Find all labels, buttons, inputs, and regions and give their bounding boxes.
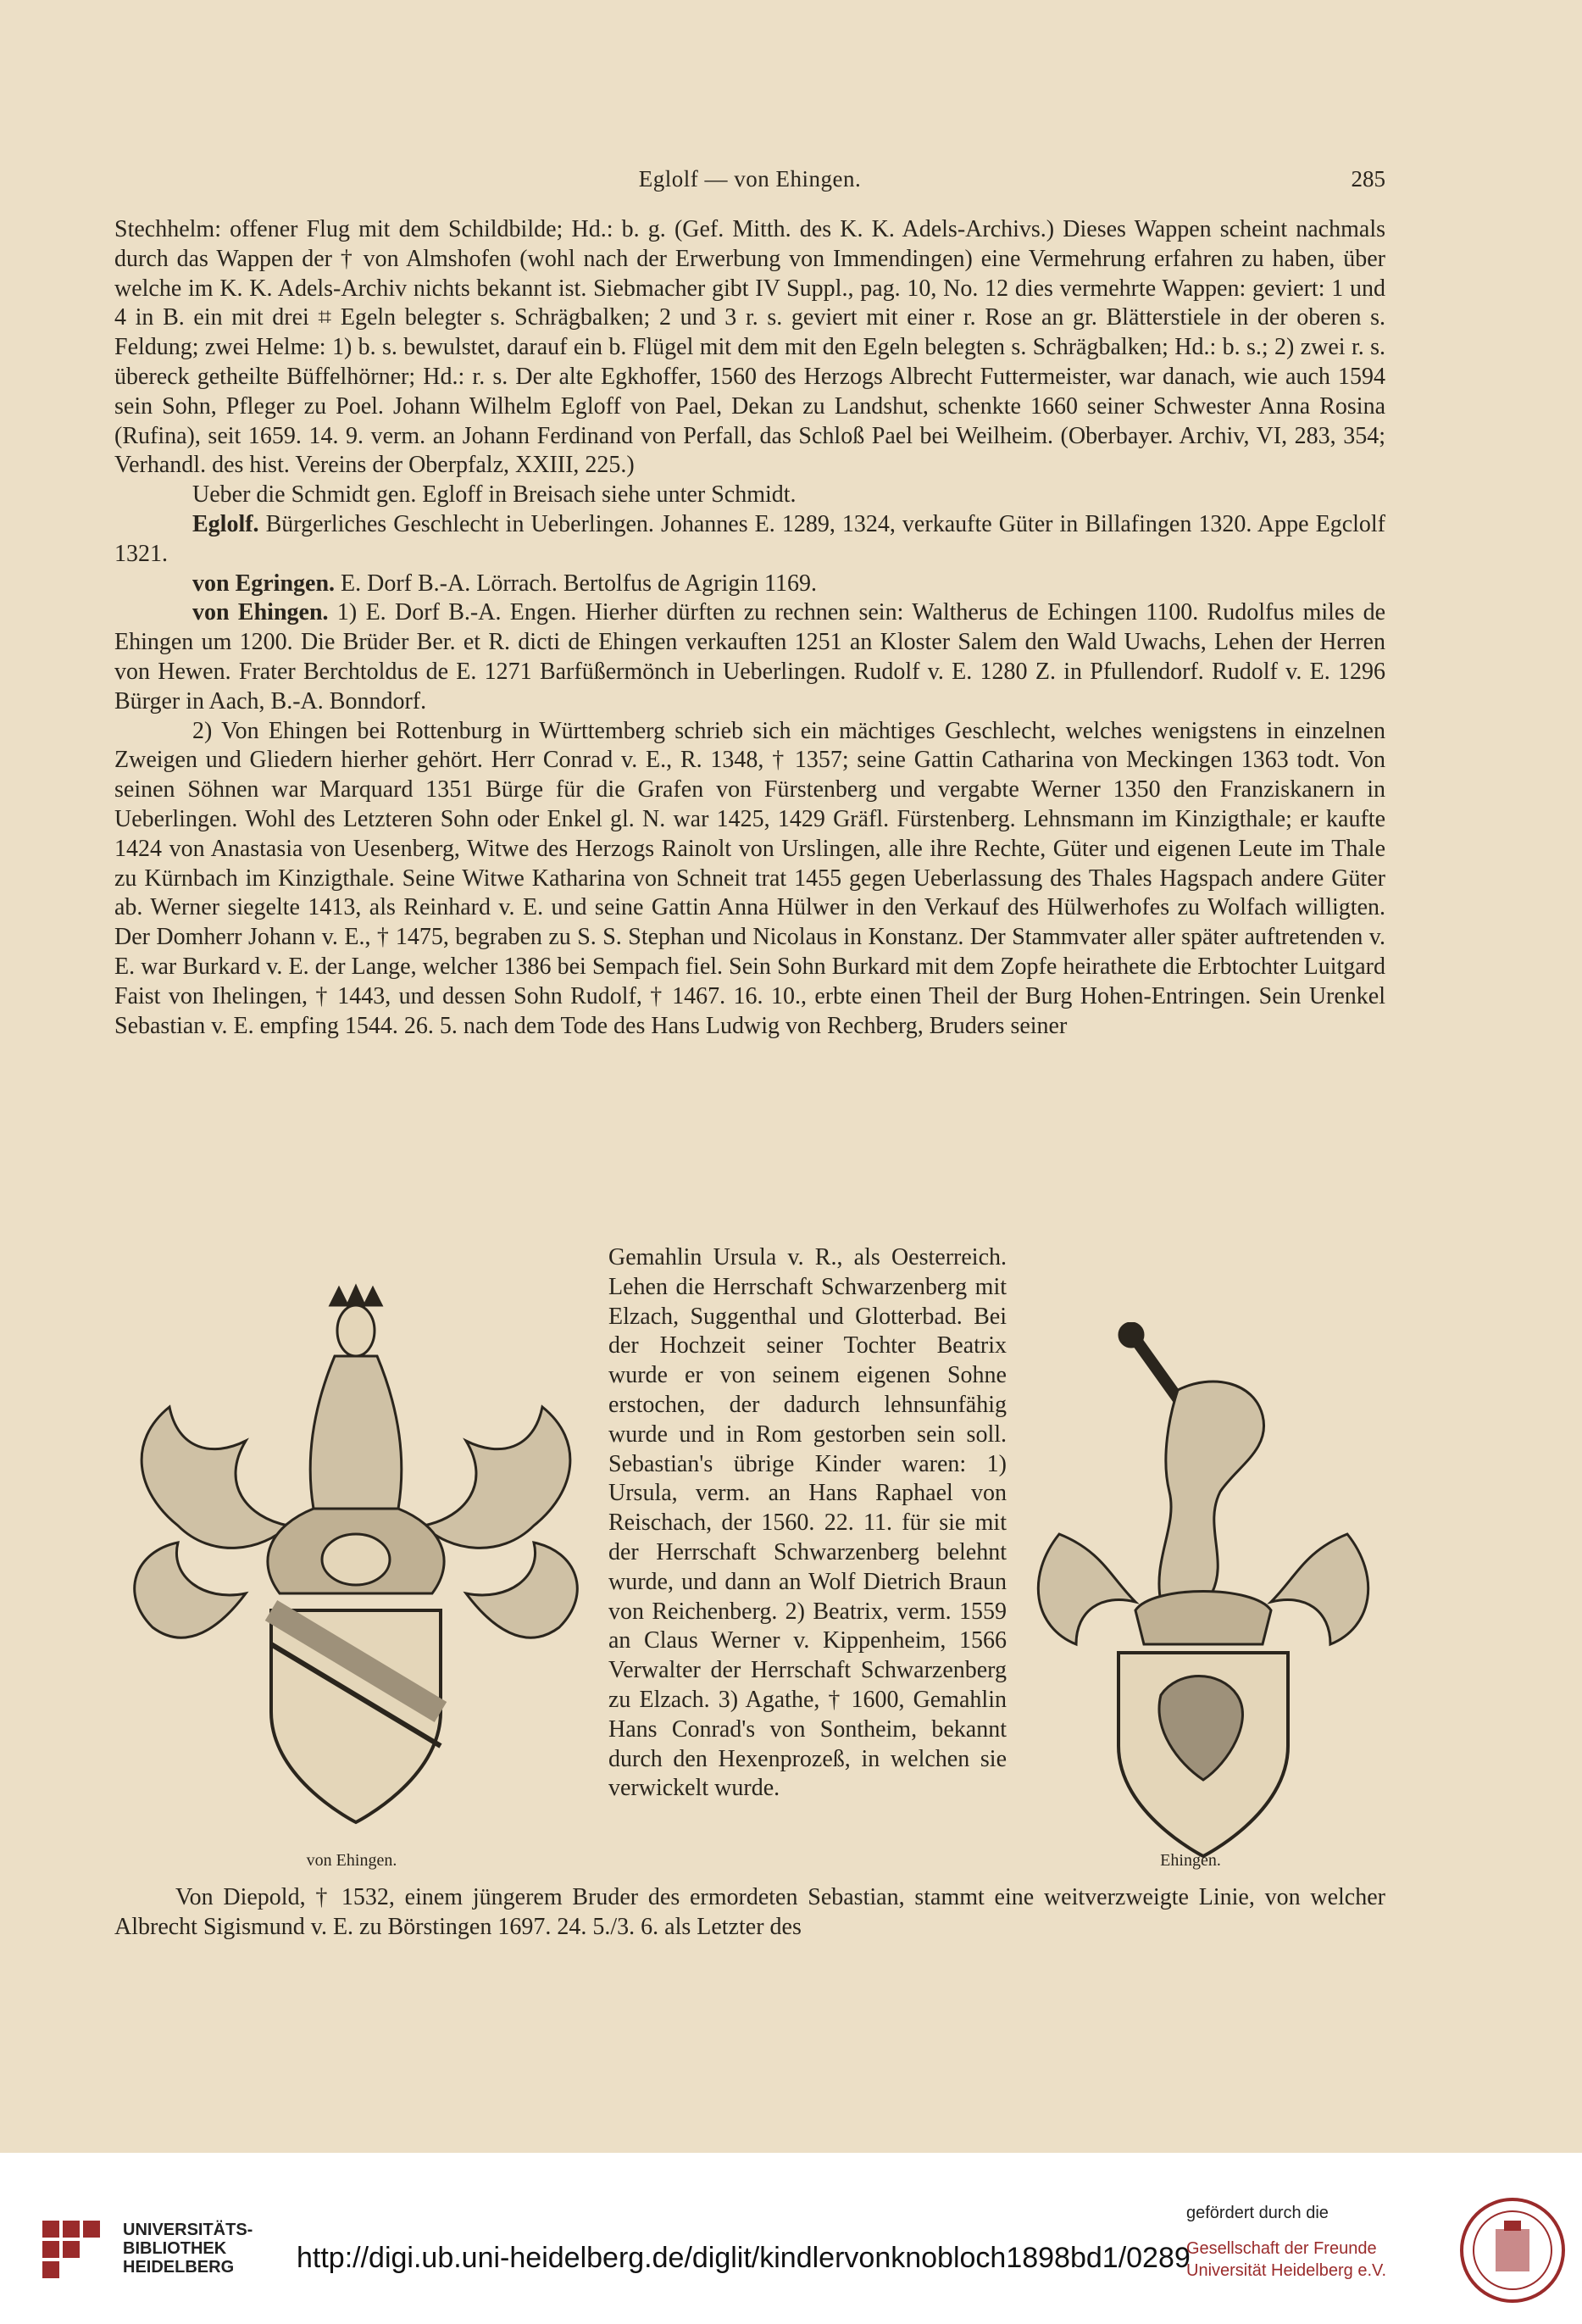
coat-of-arms-ehingen — [1008, 1322, 1398, 1865]
university-seal-icon — [1457, 2195, 1568, 2305]
entry-head: Eglolf. — [192, 510, 259, 537]
page-number: 285 — [1351, 166, 1385, 192]
digitization-footer — [0, 2153, 1582, 2324]
caption-right: Ehingen. — [1160, 1851, 1221, 1870]
entry-ehingen — [114, 598, 1385, 716]
entry-text: 1) E. Dorf B.-A. Engen. Hierher dürften zu rechnen sein: Waltherus de Echingen 1100. Rudolfus miles de Ehingen um 1200. Die Brüder Ber. et R. dicti de Ehingen verkauften 1251 an Kloster Salem den Wald Uwachs, Lehen der Herren von Hewen. Frater Berchtoldus de E. 1271 Barfüßermönch in Ueberlingen. Rudolf v. E. 1280 Z. in Pfullendorf. Rudolf v. E. 1296 Bürger in Aach, B.-A. Bonndorf. — [114, 599, 1386, 714]
library-name: UNIVERSITÄTS- BIBLIOTHEK HEIDELBERG — [123, 2221, 253, 2277]
entry-text: Bürgerliches Geschlecht in Ueberlingen. Johannes E. 1289, 1324, verkaufte Güter in Billafingen 1320. Appe Egclolf 1321. — [114, 510, 1386, 567]
entry-egringen — [114, 570, 1385, 599]
paragraph-diepold: Von Diepold, † 1532, einem jüngerem Bruder des ermordeten Sebastian, stammt eine weitverzweigte Linie, von welcher Albrecht Sigismund v. E. zu Börstingen 1697. 24. 5./3. 6. als Letzter des — [114, 1884, 1385, 1940]
entry-eglolf — [114, 510, 1385, 570]
sponsor-name: Gesellschaft der Freunde Universität Heidelberg e.V. — [1186, 2239, 1387, 2280]
entry-text: E. Dorf B.-A. Lörrach. Bertolfus de Agrigin 1169. — [341, 570, 817, 597]
entry-head: von Ehingen. — [192, 599, 329, 626]
paragraph-ehingen-2: 2) Von Ehingen bei Rottenburg in Württemberg schrieb sich ein mächtiges Geschlecht, welches wenigstens in einzelnen Zweigen und Gliedern hierher gehört. Herr Conrad v. E., R. 1348, † 1357; seine Gattin Catharina von Meckingen 1363 todt. Von seinen Söhnen war Marquard 1351 Bürge für die Grafen von Fürstenberg und vergabte Werner 1350 den Franziskanern in Ueberlingen. Wohl des Letzteren Sohn oder Enkel gl. N. war 1425, 1429 Gräfl. Fürstenberg. Lehnsmann im Kinzigthale; er kaufte 1424 von Anastasia von Uesenberg, Witwe des Herzogs Rainolt von Urslingen, alle ihre Rechte, Güter und eigenen Leute im Thale zu Kürnbach im Kinzigthale. Seine Witwe Katharina von Schneit trat 1455 gegen Ueberlassung des Thales Hagspach andere Güter ab. Werner siegelte 1413, als Reinhard v. E. und seine Gattin Anna Hülwer in den Verkauf des Hülwerhofes zu Wolfach willigten. Der Domherr Johann v. E., † 1475, begraben zu S. S. Stephan und Nicolaus in Konstanz. Der Stammvater aller später auftretenden v. E. war Burkard v. E. der Lange, welcher 1386 bei Sempach fiel. Sein Sohn Burkard mit dem Zopfe heirathete die Erbtochter Luitgard Faist von Ihelingen, † 1443, und dessen Sohn Rudolf, † 1467. 16. 10., erbte einen Theil der Burg Hohen-Entringen. Sein Urenkel Sebastian v. E. empfing 1544. 26. 5. nach dem Tode des Hans Ludwig von Rechberg, Bruders seiner — [114, 717, 1385, 1039]
main-text — [114, 215, 1385, 1041]
header-title: Eglolf — von Ehingen. — [638, 166, 862, 192]
paragraph-stechhelm: Stechhelm: offener Flug mit dem Schildbilde; Hd.: b. g. (Gef. Mitth. des K. K. Adels-Archivs.) Dieses Wappen scheint nachmals durch das Wappen der † von Almshofen (wohl nach der Erwerbung von Immendingen) eine Vermehrung erfahren zu haben, über welche im K. K. Adels-Archiv nichts bekannt ist. Siebmacher gibt IV Suppl., pag. 10, No. 12 dies vermehrte Wappen: geviert: 1 und 4 in B. ein mit drei ⌗ Egeln belegter s. Schrägbalken; 2 und 3 r. s. geviert mit einer r. Rose an gr. Blätterstiele in der oberen s. Feldung; zwei Helme: 1) b. s. bewulstet, darauf ein b. Flügel mit dem mit den Egeln belegten s. Schrägbalken; Hd.: b. s.; 2) zwei r. s. übereck getheilte Büffelhörner; Hd.: r. s. Der alte Egkhoffer, 1560 des Herzogs Albrecht Futtermeister, war danach, wie auch 1594 sein Sohn, Pfleger zu Poel. Johann Wilhelm Egloff von Pael, Dekan zu Landshut, schenkte 1660 seiner Schwester Anna Rosina (Rufina), seit 1659. 14. 9. verm. an Johann Ferdinand von Perfall, das Schloß Pael bei Weilheim. (Oberbayer. Archiv, VI, 283, 354; Verhandl. des hist. Vereins der Oberpfalz, XXIII, 225.) — [114, 216, 1385, 479]
sponsor-label: gefördert durch die — [1186, 2204, 1329, 2222]
closing-text — [114, 1883, 1385, 1943]
coat-of-arms-von-ehingen — [119, 1271, 593, 1848]
permalink-url[interactable]: http://digi.ub.uni-heidelberg.de/diglit/kindlervonknobloch1898bd1/0289 — [297, 2242, 1191, 2274]
paragraph-schmidt: Ueber die Schmidt gen. Egloff in Breisach siehe unter Schmidt. — [192, 481, 797, 509]
narrow-column-text — [608, 1243, 1007, 1804]
running-header — [114, 166, 1385, 200]
caption-left: von Ehingen. — [306, 1851, 397, 1870]
entry-head: von Egringen. — [192, 570, 336, 597]
paragraph-narrow: Gemahlin Ursula v. R., als Oesterreich. Lehen die Herrschaft Schwarzenberg mit Elzach, Suggenthal und Glotterbad. Bei der Hochzeit seiner Tochter Beatrix wurde er von seinem eigenen Sohne erstochen, der dadurch lehnsunfähig wurde und in Rom gestorben sein soll. Sebastian's übrige Kinder waren: 1) Ursula, verm. an Hans Raphael von Reischach, der 1560. 22. 11. für sie mit der Herrschaft Schwarzenberg belehnt wurde, und dann an Wolf Dietrich Braun von Reichenberg. 2) Beatrix, verm. 1559 an Claus Werner v. Kippenheim, 1566 Verwalter der Herrschaft Schwarzenberg zu Elzach. 3) Agathe, † 1600, Gemahlin Hans Conrad's von Sontheim, bekannt durch den Hexenprozeß, in welchen sie verwickelt wurde. — [608, 1244, 1007, 1802]
